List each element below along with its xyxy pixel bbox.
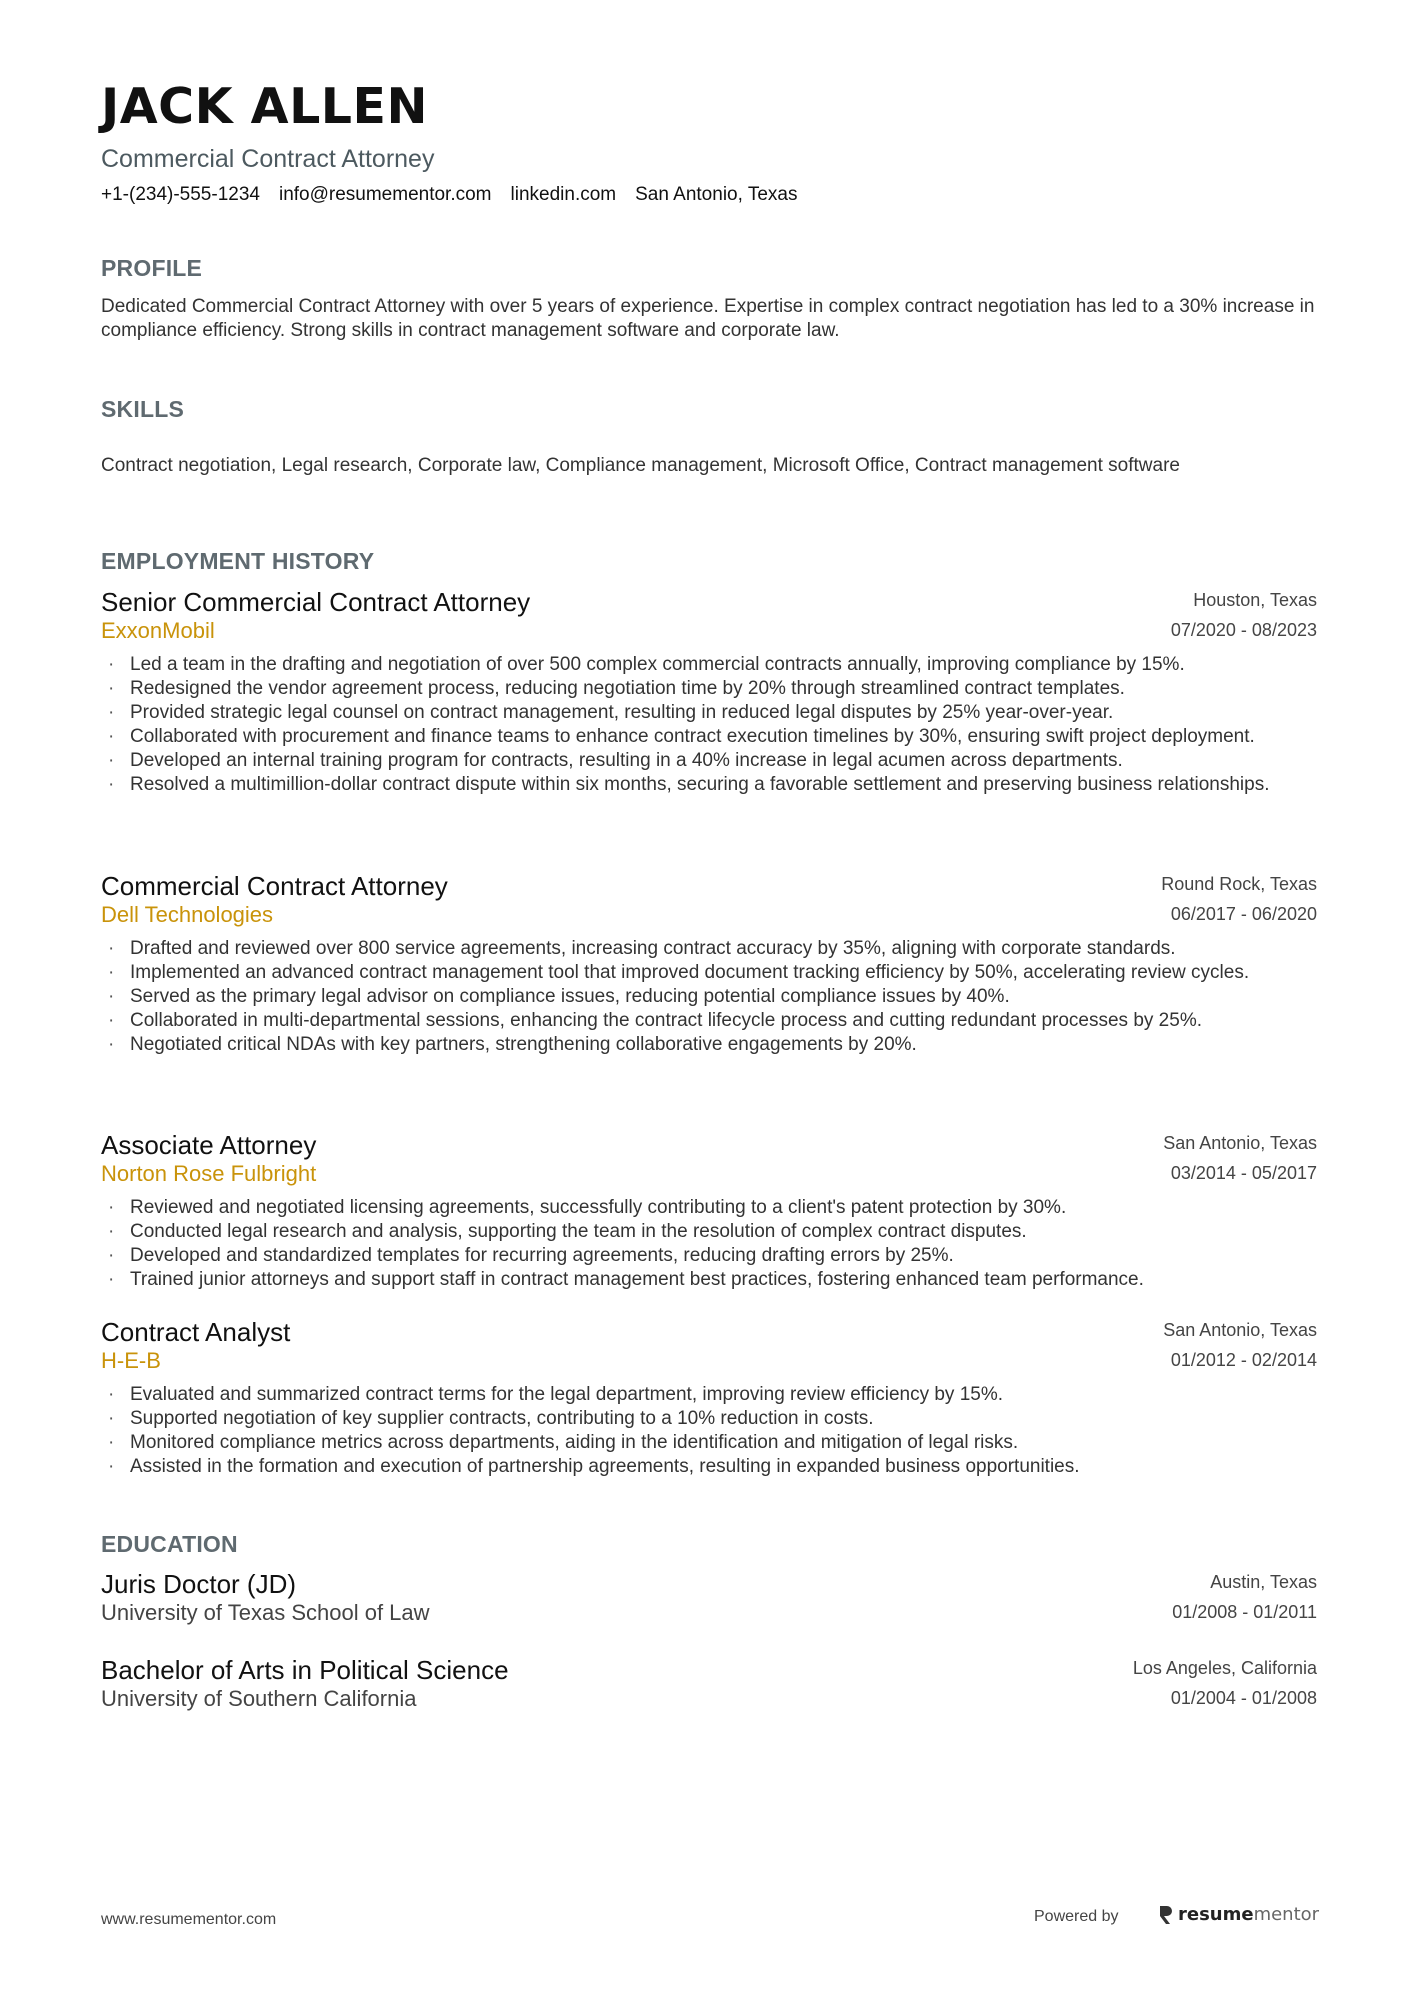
bullet-item: · Drafted and reviewed over 800 service agreements, increasing contract accuracy by 35%, aligning with corporate standards. bbox=[101, 937, 1317, 961]
contact-linkedin: linkedin.com bbox=[510, 184, 617, 205]
education-entry bbox=[101, 1569, 1317, 1631]
bullet-item: · Conducted legal research and analysis, supporting the team in the resolution of complex contract disputes. bbox=[101, 1220, 1317, 1244]
job-dates: 07/2020 - 08/2023 bbox=[1170, 620, 1317, 640]
job-title: Contract Analyst bbox=[101, 1317, 291, 1347]
bullet-item: · Redesigned the vendor agreement process, reducing negotiation time by 20% through streamlined contract templates. bbox=[101, 677, 1317, 701]
school-location: Austin, Texas bbox=[1210, 1572, 1317, 1592]
job-entry bbox=[101, 587, 1317, 797]
candidate-name: JACK ALLEN bbox=[101, 78, 428, 135]
degree-title: Juris Doctor (JD) bbox=[101, 1569, 297, 1599]
bullet-item: · Evaluated and summarized contract terms for the legal department, improving review efficiency by 15%. bbox=[101, 1383, 1317, 1407]
job-dates: 03/2014 - 05/2017 bbox=[1170, 1163, 1317, 1183]
job-bullets bbox=[101, 937, 1317, 1057]
education-dates: 01/2004 - 01/2008 bbox=[1170, 1688, 1317, 1708]
candidate-role: Commercial Contract Attorney bbox=[101, 145, 435, 173]
profile-text: Dedicated Commercial Contract Attorney with over 5 years of experience. Expertise in complex contract negotiation has led to a 30% increase in compliance efficiency. Strong skills in contract management software and corporate law. bbox=[101, 296, 1315, 341]
job-dates: 01/2012 - 02/2014 bbox=[1170, 1350, 1317, 1370]
bullet-item: · Collaborated in multi-departmental sessions, enhancing the contract lifecycle process and cutting redundant processes by 25%. bbox=[101, 1009, 1317, 1033]
bullet-item: · Served as the primary legal advisor on compliance issues, reducing potential compliance issues by 40%. bbox=[101, 985, 1317, 1009]
bullet-item: · Developed and standardized templates for recurring agreements, reducing drafting errors by 25%. bbox=[101, 1244, 1317, 1268]
bullet-item: · Reviewed and negotiated licensing agreements, successfully contributing to a client's patent protection by 30%. bbox=[101, 1196, 1317, 1220]
bullet-item: · Implemented an advanced contract management tool that improved document tracking efficiency by 50%, accelerating review cycles. bbox=[101, 961, 1317, 985]
footer-website-link[interactable]: www.resumementor.com bbox=[101, 1911, 277, 1928]
job-company: Norton Rose Fulbright bbox=[101, 1161, 317, 1186]
job-location: San Antonio, Texas bbox=[1163, 1320, 1317, 1340]
bullet-item: · Monitored compliance metrics across departments, aiding in the identification and mitigation of legal risks. bbox=[101, 1431, 1317, 1455]
employment-heading: EMPLOYMENT HISTORY bbox=[101, 548, 375, 574]
bullet-item: · Developed an internal training program for contracts, resulting in a 40% increase in legal acumen across departments. bbox=[101, 749, 1317, 773]
bullet-item: · Assisted in the formation and execution of partnership agreements, resulting in expanded business opportunities. bbox=[101, 1455, 1317, 1479]
job-entry bbox=[101, 1317, 1317, 1479]
school-name: University of Southern California bbox=[101, 1686, 417, 1711]
skills-text: Contract negotiation, Legal research, Corporate law, Compliance management, Microsoft Office, Contract management software bbox=[101, 455, 1180, 476]
resumementor-logo[interactable] bbox=[1158, 1904, 1319, 1926]
degree-title: Bachelor of Arts in Political Science bbox=[101, 1655, 509, 1685]
job-company: Dell Technologies bbox=[101, 902, 274, 927]
powered-by-label: Powered by bbox=[1034, 1908, 1119, 1925]
job-company: H-E-B bbox=[101, 1348, 161, 1373]
job-entry bbox=[101, 1130, 1317, 1292]
logo-wordmark bbox=[1178, 1906, 1319, 1924]
logo-wordmark-bold: resume bbox=[1178, 1904, 1254, 1925]
bullet-item: · Collaborated with procurement and finance teams to enhance contract execution timelines by 30%, ensuring swift project deployment. bbox=[101, 725, 1317, 749]
job-bullets bbox=[101, 653, 1317, 797]
job-location: San Antonio, Texas bbox=[1163, 1133, 1317, 1153]
job-bullets bbox=[101, 1196, 1317, 1292]
job-location: Round Rock, Texas bbox=[1161, 874, 1317, 894]
education-dates: 01/2008 - 01/2011 bbox=[1172, 1602, 1317, 1622]
job-title: Associate Attorney bbox=[101, 1130, 317, 1160]
job-title: Senior Commercial Contract Attorney bbox=[101, 587, 531, 617]
contact-phone: +1-(234)-555-1234 bbox=[101, 184, 260, 205]
job-company: ExxonMobil bbox=[101, 618, 215, 643]
job-entry bbox=[101, 871, 1317, 1057]
school-name: University of Texas School of Law bbox=[101, 1600, 430, 1625]
job-location: Houston, Texas bbox=[1193, 590, 1317, 610]
contact-row bbox=[101, 185, 797, 204]
profile-heading: PROFILE bbox=[101, 255, 203, 281]
contact-email: info@resumementor.com bbox=[278, 184, 492, 205]
bullet-item: · Resolved a multimillion-dollar contract dispute within six months, securing a favorable settlement and preserving business relationships. bbox=[101, 773, 1317, 797]
education-heading: EDUCATION bbox=[101, 1531, 238, 1557]
job-bullets bbox=[101, 1383, 1317, 1479]
bullet-item: · Supported negotiation of key supplier contracts, contributing to a 10% reduction in costs. bbox=[101, 1407, 1317, 1431]
contact-location: San Antonio, Texas bbox=[635, 184, 798, 205]
logo-wordmark-light: mentor bbox=[1253, 1904, 1320, 1925]
job-dates: 06/2017 - 06/2020 bbox=[1170, 904, 1317, 924]
bullet-item: · Negotiated critical NDAs with key partners, strengthening collaborative engagements by 20%. bbox=[101, 1033, 1317, 1057]
school-location: Los Angeles, California bbox=[1132, 1658, 1317, 1678]
bullet-item: · Led a team in the drafting and negotiation of over 500 complex commercial contracts annually, improving compliance by 15%. bbox=[101, 653, 1317, 677]
job-title: Commercial Contract Attorney bbox=[101, 871, 448, 901]
skills-heading: SKILLS bbox=[101, 396, 184, 422]
bullet-item: · Trained junior attorneys and support staff in contract management best practices, fostering enhanced team performance. bbox=[101, 1268, 1317, 1292]
education-entry bbox=[101, 1655, 1317, 1717]
resumementor-logo-icon bbox=[1158, 1904, 1172, 1926]
bullet-item: · Provided strategic legal counsel on contract management, resulting in reduced legal disputes by 25% year-over-year. bbox=[101, 701, 1317, 725]
